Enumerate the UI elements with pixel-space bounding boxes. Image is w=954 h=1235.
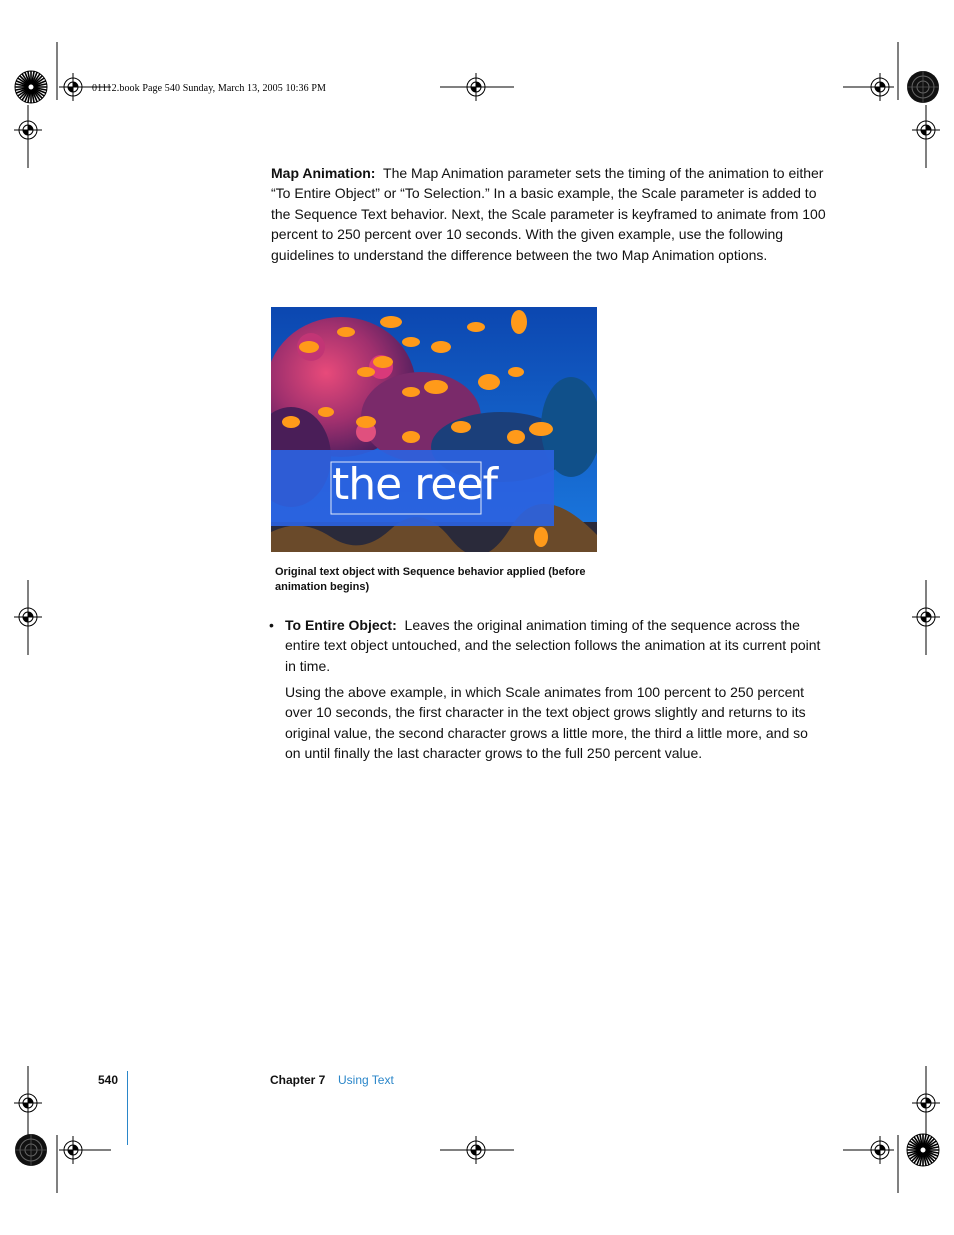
map-animation-paragraph — [271, 163, 827, 265]
entire-object-bullet — [285, 615, 825, 676]
figure-caption: Original text object with Sequence behavior applied (before animation begins) — [275, 566, 586, 593]
reef-overlay-text: the reef — [332, 459, 497, 510]
reef-illustration — [271, 307, 597, 552]
bullet-symbol: • — [269, 617, 274, 633]
printer-slug: 01112.book Page 540 Sunday, March 13, 2005 10:36 PM — [92, 83, 326, 94]
chapter-label: Chapter 7 — [270, 1073, 326, 1087]
entire-object-label: To Entire Object: — [285, 617, 397, 633]
map-animation-text: The Map Animation parameter sets the timing of the animation to either “To Entire Object” or “To Selection.” In a basic example, the Scale parameter is added to the Sequence Text behavior. Next, the Scale parameter is keyframed to animate from 100 percent to 250 percent over 10 seconds. With the given example, use the following guidelines to understand the difference between the two Map Animation options. — [271, 165, 826, 263]
footer-divider — [127, 1071, 128, 1145]
reef-figure-image — [271, 307, 597, 552]
map-animation-label: Map Animation: — [271, 165, 376, 181]
entire-object-text: Leaves the original animation timing of the sequence across the entire text object untouched, and the selection follows the animation at its current point in time. — [285, 617, 821, 674]
example-paragraph: Using the above example, in which Scale animates from 100 percent to 250 percent over 10 seconds, the first character in the text object grows slightly and returns to its original value, the second character grows a little more, the third a little more, and so on until finally the last character grows to the full 250 percent value. — [285, 684, 808, 762]
chapter-title-link[interactable]: Using Text — [338, 1073, 394, 1087]
page-number: 540 — [98, 1073, 119, 1087]
